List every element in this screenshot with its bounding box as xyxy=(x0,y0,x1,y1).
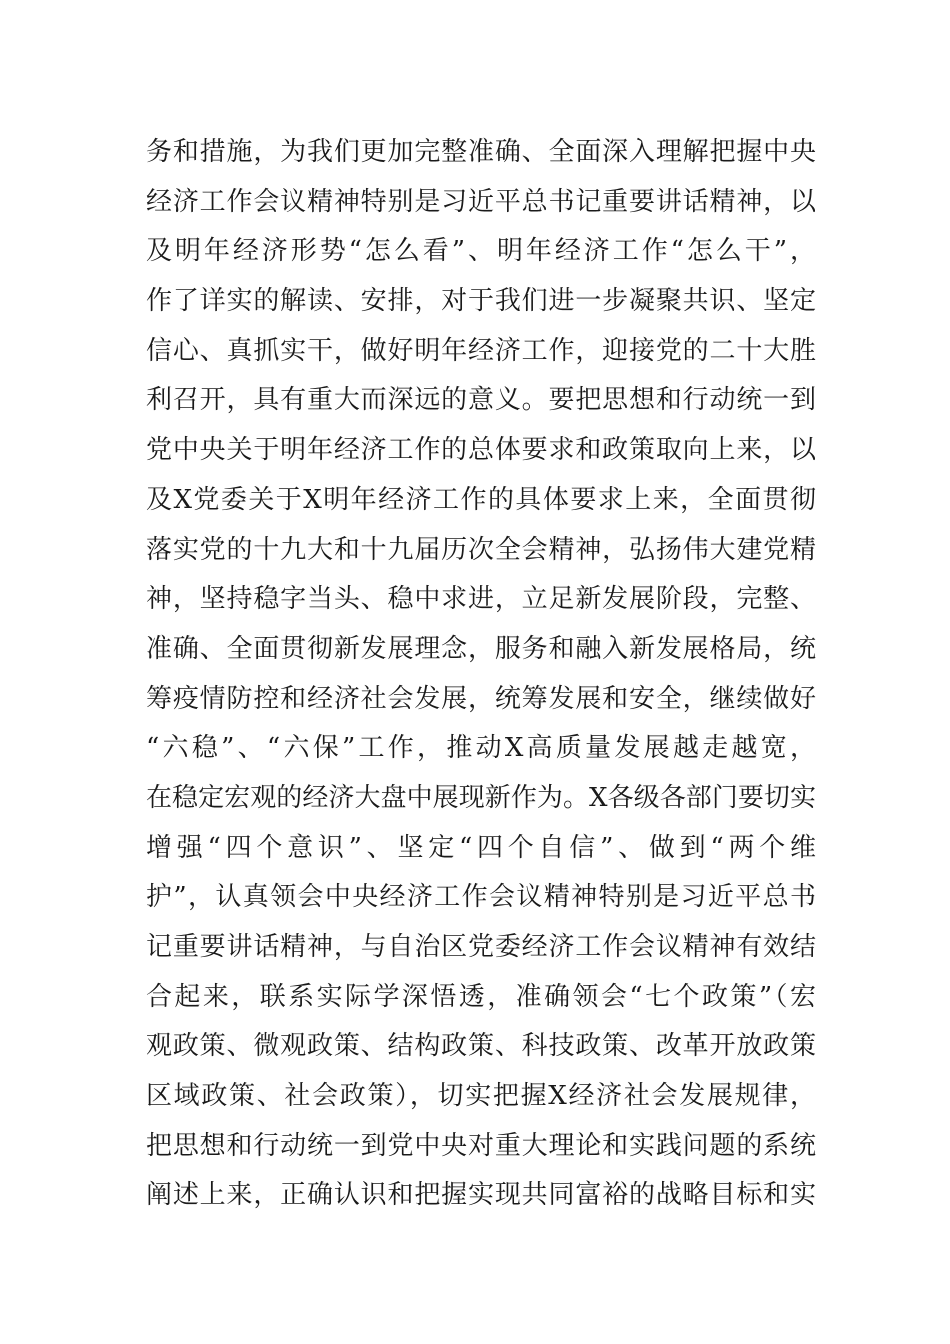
text-line: 务和措施，为我们更加完整准确、全面深入理解把握中央 xyxy=(146,137,816,167)
text-line: 记重要讲话精神，与自治区党委经济工作会议精神有效结 xyxy=(146,932,816,962)
text-line: 在稳定宏观的经济大盘中展现新作为。X各级各部门要切实 xyxy=(146,782,816,813)
text-line: 利召开，具有重大而深远的意义。要把思想和行动统一到 xyxy=(146,385,816,416)
text-line: 筹疫情防控和经济社会发展，统筹发展和安全，继续做好 xyxy=(146,683,816,714)
text-line: 党中央关于明年经济工作的总体要求和政策取向上来，以 xyxy=(146,435,816,466)
text-line: 及X党委关于X明年经济工作的具体要求上来，全面贯彻 xyxy=(146,484,816,515)
text-line: 及明年经济形势“怎么看”、明年经济工作“怎么干”， xyxy=(146,236,816,267)
text-line: 落实党的十九大和十九届历次全会精神，弘扬伟大建党精 xyxy=(146,534,816,565)
text-line: 合起来，联系实际学深悟透，准确领会“七个政策”（宏 xyxy=(146,981,816,1012)
text-line: 区域政策、社会政策），切实把握X经济社会发展规律， xyxy=(146,1081,816,1112)
text-line: 把思想和行动统一到党中央对重大理论和实践问题的系统 xyxy=(146,1130,816,1161)
text-line: 神，坚持稳字当头、稳中求进，立足新发展阶段，完整、 xyxy=(146,584,816,615)
text-line: 护”，认真领会中央经济工作会议精神特别是习近平总书 xyxy=(146,882,816,913)
text-line: 经济工作会议精神特别是习近平总书记重要讲话精神，以 xyxy=(146,186,816,217)
text-line: 准确、全面贯彻新发展理念，服务和融入新发展格局，统 xyxy=(146,633,816,664)
text-line: 阐述上来，正确认识和把握实现共同富裕的战略目标和实 xyxy=(146,1180,816,1211)
text-line: 作了详实的解读、安排，对于我们进一步凝聚共识、坚定 xyxy=(146,286,816,317)
body-text xyxy=(146,128,816,1221)
text-line: 信心、真抓实干，做好明年经济工作，迎接党的二十大胜 xyxy=(146,335,816,366)
text-line: 观政策、微观政策、结构政策、科技政策、改革开放政策 xyxy=(146,1031,816,1062)
text-line: “六稳”、“六保”工作，推动X高质量发展越走越宽， xyxy=(146,733,816,764)
text-line: 增强“四个意识”、坚定“四个自信”、做到“两个维 xyxy=(146,832,816,863)
